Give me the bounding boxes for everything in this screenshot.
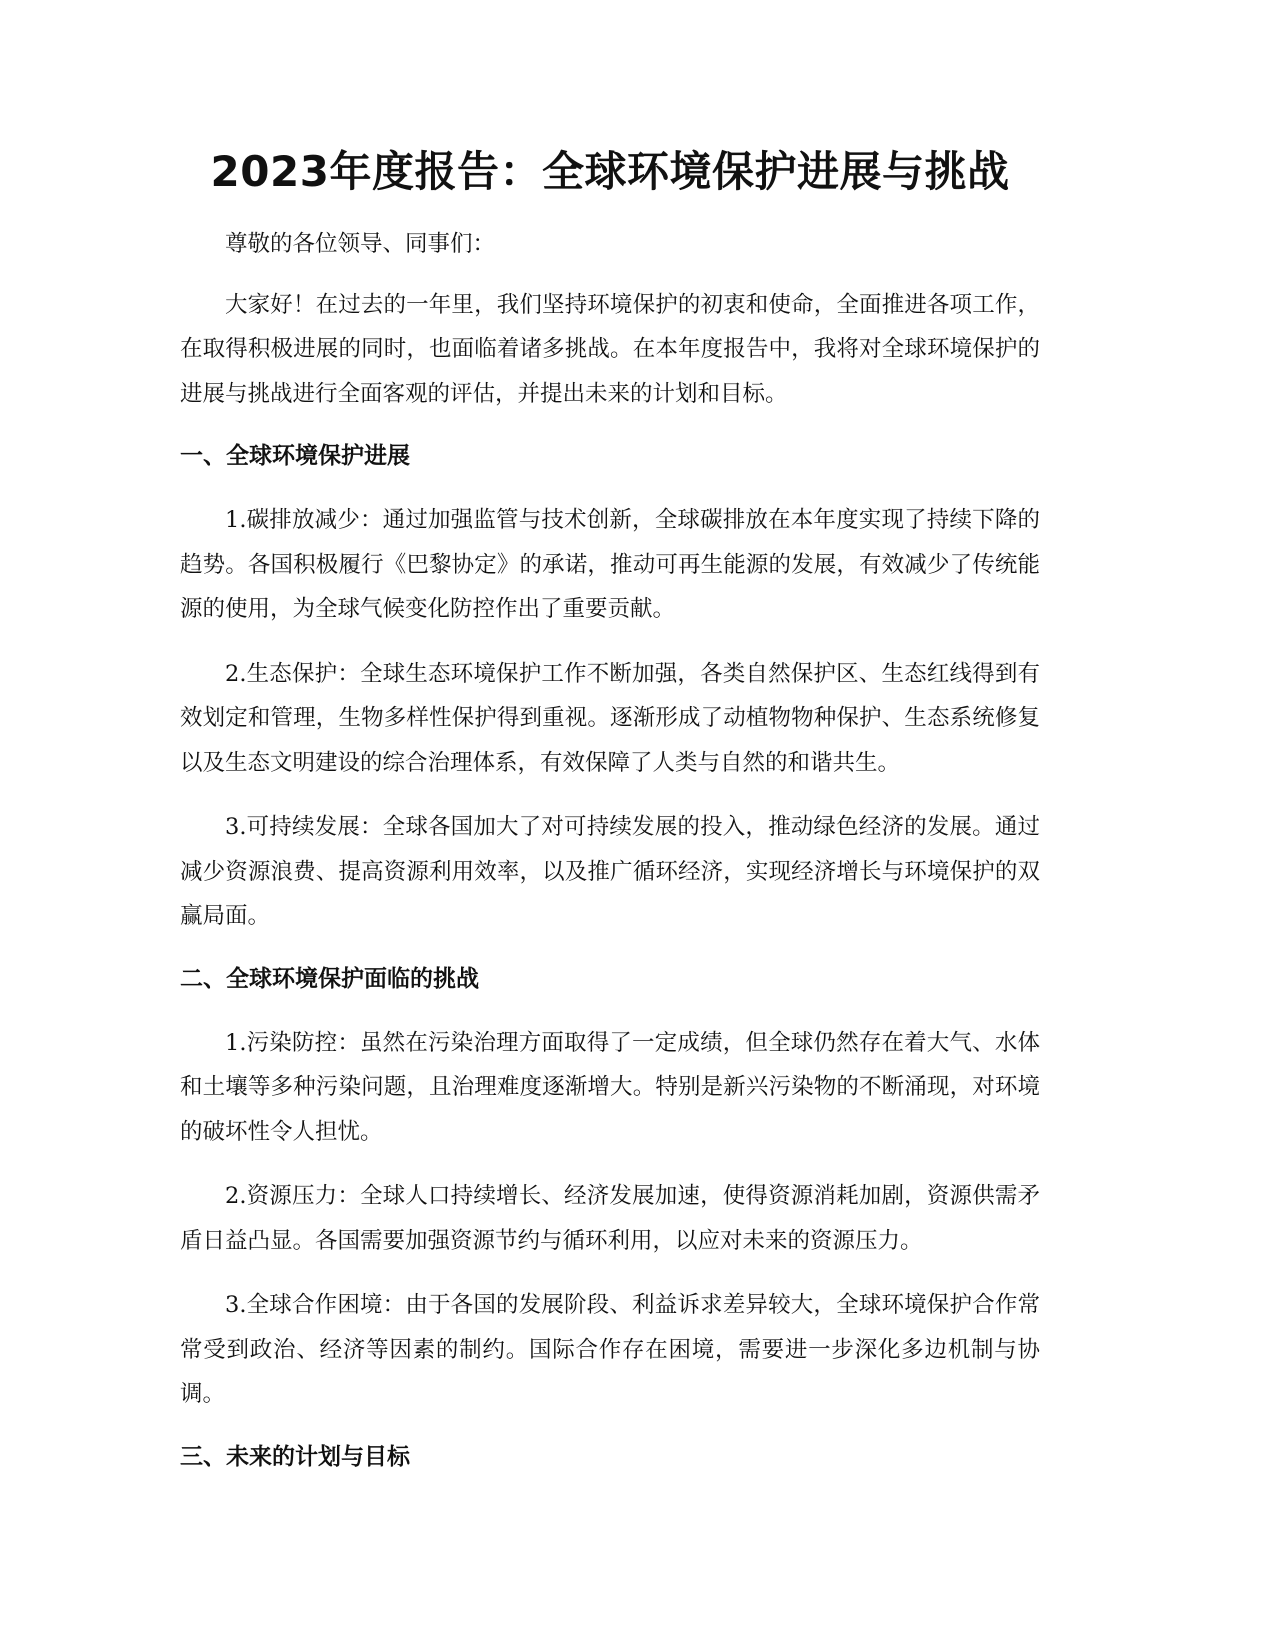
paragraph-pollution-control: 1.污染防控：虽然在污染治理方面取得了一定成绩，但全球仍然存在着大气、水体和土壤等多种污染问题，且治理难度逐渐增大。特别是新兴污染物的不断涌现，对环境的破坏性令人担忧。 bbox=[180, 1029, 1040, 1145]
intro-paragraph: 大家好！在过去的一年里，我们坚持环境保护的初衷和使命，全面推进各项工作，在取得积极进展的同时，也面临着诸多挑战。在本年度报告中，我将对全球环境保护的进展与挑战进行全面客观的评估，并提出未来的计划和目标。 bbox=[180, 291, 1040, 407]
salutation: 尊敬的各位领导、同事们： bbox=[225, 231, 496, 257]
paragraph-sustainable-development: 3.可持续发展：全球各国加大了对可持续发展的投入，推动绿色经济的发展。通过减少资源浪费、提高资源利用效率，以及推广循环经济，实现经济增长与环境保护的双赢局面。 bbox=[180, 814, 1040, 929]
paragraph-ecological-protection: 2.生态保护：全球生态环境保护工作不断加强，各类自然保护区、生态红线得到有效划定和管理，生物多样性保护得到重视。逐渐形成了动植物物种保护、生态系统修复以及生态文明建设的综合治理体系，有效保障了人类与自然的和谐共生。 bbox=[180, 660, 1040, 776]
page-title: 2023年度报告：全球环境保护进展与挑战 bbox=[210, 147, 1010, 196]
document-page bbox=[180, 140, 1040, 1499]
section-heading-challenges: 二、全球环境保护面临的挑战 bbox=[180, 965, 479, 992]
section-heading-future-plans: 三、未来的计划与目标 bbox=[180, 1443, 410, 1470]
section-heading-progress: 一、全球环境保护进展 bbox=[180, 443, 410, 469]
paragraph-resource-pressure: 2.资源压力：全球人口持续增长、经济发展加速，使得资源消耗加剧，资源供需矛盾日益凸显。各国需要加强资源节约与循环利用，以应对未来的资源压力。 bbox=[180, 1183, 1040, 1254]
paragraph-carbon-reduction: 1.碳排放减少：通过加强监管与技术创新，全球碳排放在本年度实现了持续下降的趋势。各国积极履行《巴黎协定》的承诺，推动可再生能源的发展，有效减少了传统能源的使用，为全球气候变化防控作出了重要贡献。 bbox=[180, 507, 1040, 622]
paragraph-global-cooperation: 3.全球合作困境：由于各国的发展阶段、利益诉求差异较大，全球环境保护合作常常受到政治、经济等因素的制约。国际合作存在困境，需要进一步深化多边机制与协调。 bbox=[180, 1292, 1040, 1407]
